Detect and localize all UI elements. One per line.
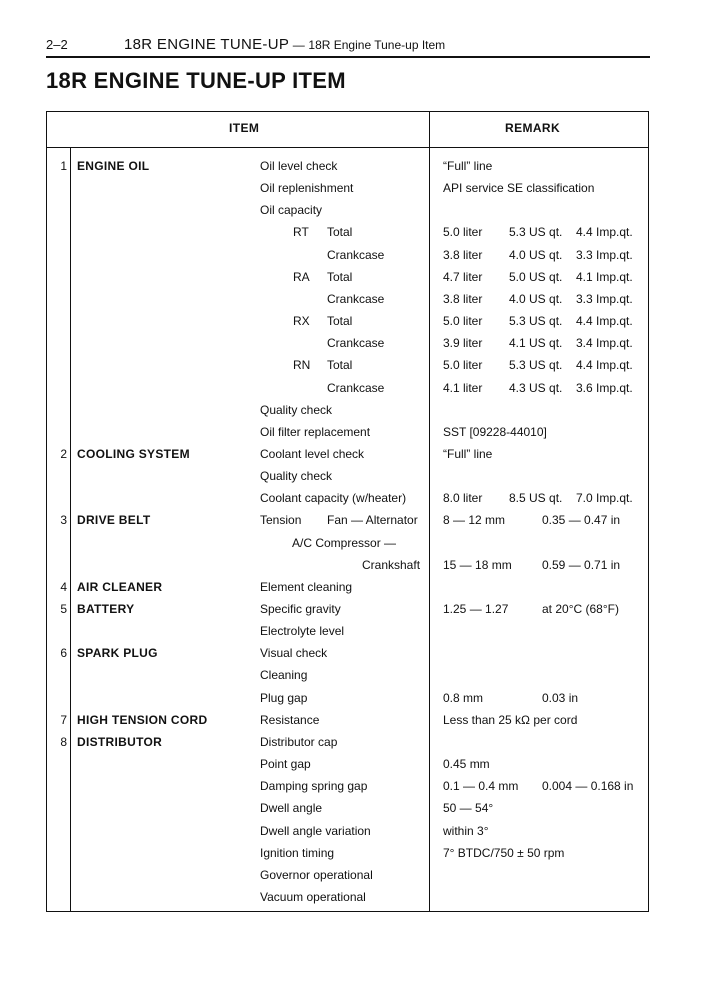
row-number: 4 <box>60 579 67 594</box>
table-row <box>47 443 648 465</box>
item-name: Dwell angle variation <box>260 823 371 838</box>
remark-value: “Full” line <box>443 159 493 173</box>
table-row <box>47 864 648 886</box>
capacity-part: Crankcase <box>327 247 385 262</box>
remark-value-us: 5.3 US qt. <box>509 225 563 240</box>
header-subtitle: 18R Engine Tune-up Item <box>308 38 446 52</box>
table-row <box>47 509 648 531</box>
item-name: Electrolyte level <box>260 624 345 639</box>
item-name: Oil replenishment <box>260 181 354 196</box>
table-row <box>47 465 648 487</box>
remark-value-us: at 20°C (68°F) <box>542 602 619 616</box>
remark-value-imperial: 3.3 Imp.qt. <box>576 291 633 306</box>
capacity-part: Total <box>327 314 353 329</box>
remark-value-metric: 15 — 18 mm <box>443 557 512 572</box>
table-row <box>47 532 648 554</box>
remark-column-header: REMARK <box>505 121 561 135</box>
table-row <box>47 731 648 753</box>
remark-value: Less than 25 kΩ per cord <box>443 712 578 727</box>
item-name: Damping spring gap <box>260 779 368 794</box>
remark-value-metric: 3.8 liter <box>443 291 483 306</box>
remark-value-metric: 3.8 liter <box>443 247 483 262</box>
table-row <box>47 177 648 199</box>
item-name: Specific gravity <box>260 602 341 616</box>
section-name: BATTERY <box>77 602 135 616</box>
table-row <box>47 554 648 576</box>
remark-value-metric: 0.8 mm <box>443 690 484 705</box>
chapter-title: 18R ENGINE TUNE-UP <box>124 36 290 53</box>
belt-drive-label: Crankshaft <box>362 557 421 572</box>
remark-value-imperial: 4.4 Imp.qt. <box>576 358 633 373</box>
remark-value: within 3° <box>443 823 489 838</box>
item-name: Cleaning <box>260 668 308 683</box>
table-row <box>47 620 648 642</box>
section-name: SPARK PLUG <box>77 646 158 661</box>
remark-value-us: 8.5 US qt. <box>509 491 563 506</box>
table-row <box>47 886 648 908</box>
remark-value-metric: 0.1 — 0.4 mm <box>443 779 519 794</box>
header-rule <box>46 56 650 58</box>
item-name: Resistance <box>260 712 320 727</box>
item-name: Dwell angle <box>260 801 323 816</box>
item-name: Oil filter replacement <box>260 424 371 439</box>
item-column-header: ITEM <box>229 121 260 135</box>
item-name: Vacuum operational <box>260 889 366 904</box>
page-header <box>46 36 445 53</box>
capacity-part: Crankcase <box>327 291 385 306</box>
table-row <box>47 709 648 731</box>
remark-value: “Full” line <box>443 446 493 461</box>
item-name: Element cleaning <box>260 579 353 594</box>
table-row <box>47 288 648 310</box>
table-row <box>47 244 648 266</box>
table-row <box>47 487 648 509</box>
remark-value-imperial: 4.4 Imp.qt. <box>576 314 633 329</box>
remark-value: 0.45 mm <box>443 757 490 772</box>
remark-value-us: 0.59 — 0.71 in <box>542 557 621 572</box>
capacity-part: Total <box>327 269 353 284</box>
table-row <box>47 642 648 664</box>
remark-value-us: 5.0 US qt. <box>509 269 563 284</box>
model-code: RN <box>293 358 311 373</box>
table-row <box>47 664 648 686</box>
remark-value-imperial: 4.1 Imp.qt. <box>576 269 633 284</box>
section-name: DRIVE BELT <box>77 513 151 528</box>
remark-value-imperial: 3.6 Imp.qt. <box>576 380 633 395</box>
table-row <box>47 221 648 243</box>
remark-value: 50 — 54° <box>443 801 494 816</box>
table-row <box>47 332 648 354</box>
remark-value-us: 4.1 US qt. <box>509 336 563 351</box>
row-number: 2 <box>60 446 67 461</box>
remark-value-metric: 8 — 12 mm <box>443 513 506 528</box>
table-row <box>47 199 648 221</box>
remark-value-us: 4.0 US qt. <box>509 291 563 306</box>
row-number: 1 <box>60 159 67 173</box>
remark-value-us: 0.004 — 0.168 in <box>542 779 634 794</box>
item-name: Point gap <box>260 757 311 772</box>
row-number: 7 <box>60 712 67 727</box>
header-row-divider <box>47 147 648 148</box>
remark-value: API service SE classification <box>443 181 595 196</box>
table-row <box>47 797 648 819</box>
remark-value-imperial: 3.3 Imp.qt. <box>576 247 633 262</box>
page-number: 2–2 <box>46 37 68 52</box>
remark-value-us: 4.3 US qt. <box>509 380 563 395</box>
item-name: Plug gap <box>260 690 308 705</box>
remark-value-imperial: 7.0 Imp.qt. <box>576 491 633 506</box>
model-code: RT <box>293 225 309 240</box>
remark-value-metric: 4.7 liter <box>443 269 483 284</box>
header-dash: — <box>292 38 305 52</box>
table-row <box>47 775 648 797</box>
section-name: HIGH TENSION CORD <box>77 712 208 727</box>
remark-value-metric: 4.1 liter <box>443 380 483 395</box>
table-row <box>47 421 648 443</box>
section-name: ENGINE OIL <box>77 159 150 173</box>
section-name: DISTRIBUTOR <box>77 734 163 749</box>
page-title: 18R ENGINE TUNE-UP ITEM <box>46 68 346 93</box>
item-name: Quality check <box>260 402 333 417</box>
table-row <box>47 598 648 620</box>
remark-value-metric: 3.9 liter <box>443 336 483 351</box>
belt-drive-label: Fan — Alternator <box>327 513 418 528</box>
item-name: Coolant capacity (w/heater) <box>260 491 407 506</box>
model-code: RX <box>293 314 310 329</box>
item-name: Quality check <box>260 469 333 484</box>
remark-value-metric: 1.25 — 1.27 <box>443 602 509 616</box>
table-row <box>47 820 648 842</box>
capacity-part: Total <box>327 358 353 373</box>
remark-value-us: 5.3 US qt. <box>509 358 563 373</box>
model-code: RA <box>293 269 310 284</box>
section-name: AIR CLEANER <box>77 579 163 594</box>
item-name: Oil level check <box>260 159 338 173</box>
item-name: Distributor cap <box>260 734 338 749</box>
table-row <box>47 687 648 709</box>
table-row <box>47 377 648 399</box>
item-name: Oil capacity <box>260 203 323 218</box>
tune-up-table <box>46 111 649 912</box>
remark-value: 7° BTDC/750 ± 50 rpm <box>443 845 565 860</box>
remark-value: SST [09228-44010] <box>443 424 547 439</box>
remark-value-metric: 8.0 liter <box>443 491 483 506</box>
table-row <box>47 354 648 376</box>
capacity-part: Total <box>327 225 353 240</box>
remark-value-imperial: 3.4 Imp.qt. <box>576 336 633 351</box>
capacity-part: Crankcase <box>327 336 385 351</box>
remark-value-metric: 5.0 liter <box>443 225 483 240</box>
table-row <box>47 842 648 864</box>
table-row <box>47 310 648 332</box>
remark-value-metric: 5.0 liter <box>443 358 483 373</box>
item-name: Coolant level check <box>260 446 365 461</box>
item-name: Visual check <box>260 646 328 661</box>
table-row <box>47 155 648 177</box>
remark-value-imperial: 4.4 Imp.qt. <box>576 225 633 240</box>
belt-drive-label: A/C Compressor — <box>292 535 397 550</box>
remark-value-metric: 5.0 liter <box>443 314 483 329</box>
table-row <box>47 399 648 421</box>
table-row <box>47 266 648 288</box>
row-number: 6 <box>60 646 67 661</box>
section-name: COOLING SYSTEM <box>77 446 190 461</box>
remark-value-us: 4.0 US qt. <box>509 247 563 262</box>
table-row <box>47 753 648 775</box>
item-name: Ignition timing <box>260 845 335 860</box>
item-name: Tension <box>260 513 302 528</box>
table-row <box>47 576 648 598</box>
remark-value-us: 5.3 US qt. <box>509 314 563 329</box>
row-number: 3 <box>60 513 67 528</box>
item-name: Governor operational <box>260 867 373 882</box>
capacity-part: Crankcase <box>327 380 385 395</box>
row-number: 5 <box>60 602 67 616</box>
remark-value-us: 0.03 in <box>542 690 579 705</box>
remark-value-us: 0.35 — 0.47 in <box>542 513 621 528</box>
row-number: 8 <box>60 734 67 749</box>
